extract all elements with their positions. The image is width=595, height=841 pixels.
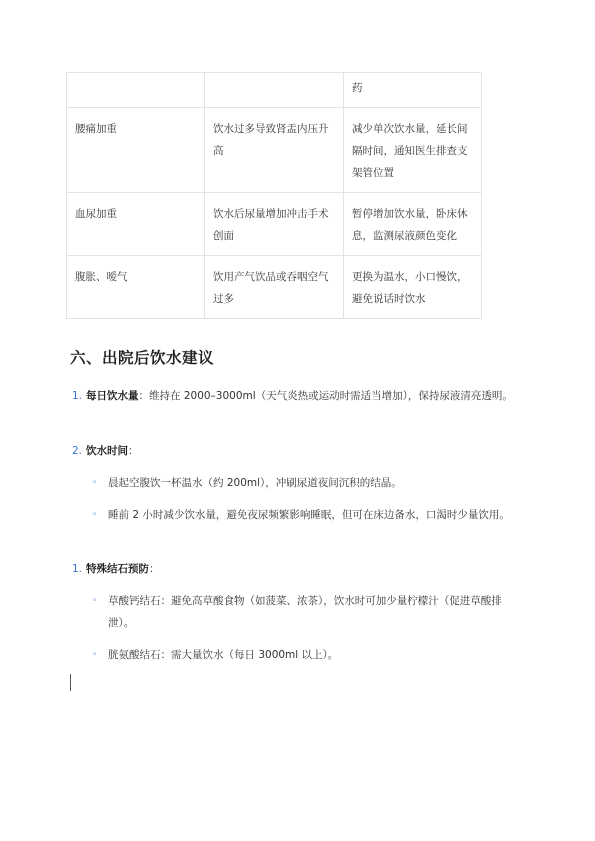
table-cell: 暂停增加饮水量，卧床休息，监测尿液颜色变化: [344, 193, 482, 256]
table-cell: [205, 73, 344, 108]
table-cell: 药: [344, 73, 482, 108]
item-text: ：: [128, 445, 139, 457]
table-cell: 饮水后尿量增加冲击手术创面: [205, 193, 344, 256]
table-row: [67, 193, 482, 256]
sub-list-item: [70, 644, 515, 666]
text-cursor[interactable]: [70, 674, 71, 691]
table-cell: 腹胀、嗳气: [67, 256, 205, 319]
item-label: 特殊结石预防: [86, 563, 149, 575]
symptom-table: [66, 72, 482, 319]
item-text: ：维持在 2000–3000ml（天气炎热或运动时需适当增加），保持尿液清亮透明。: [138, 390, 513, 402]
sub-item-text: 睡前 2 小时减少饮水量，避免夜尿频繁影响睡眠，但可在床边备水，口渴时少量饮用。: [108, 509, 510, 521]
list-number: 1.: [72, 390, 83, 402]
sub-list-item: [70, 504, 515, 526]
table-row: [67, 108, 482, 193]
table-row: [67, 256, 482, 319]
table-cell: [67, 73, 205, 108]
table-cell: 饮用产气饮品或吞咽空气过多: [205, 256, 344, 319]
bullet-icon: ◦: [92, 510, 98, 520]
advice-list-1: [70, 385, 515, 407]
sub-item-text: 胱氨酸结石：需大量饮水（每日 3000ml 以上）。: [108, 649, 339, 661]
list-number: 1.: [72, 563, 83, 575]
sub-item-text: 草酸钙结石：避免高草酸食物（如菠菜、浓茶），饮水时可加少量柠檬汁（促进草酸排泄）。: [108, 595, 502, 629]
list-item: [70, 558, 515, 580]
table-row: [67, 73, 482, 108]
item-label: 饮水时间: [86, 445, 128, 457]
list-number: 2.: [72, 445, 83, 457]
table-cell: 饮水过多导致肾盂内压升高: [205, 108, 344, 193]
item-text: ：: [149, 563, 160, 575]
table-cell: 腰痛加重: [67, 108, 205, 193]
section-heading: 六、出院后饮水建议: [70, 349, 215, 367]
bullet-icon: ◦: [92, 596, 98, 606]
bullet-icon: ◦: [92, 650, 98, 660]
table-cell: 减少单次饮水量，延长间隔时间，通知医生排查支架管位置: [344, 108, 482, 193]
item-label: 每日饮水量: [86, 390, 139, 402]
list-item: [70, 440, 515, 462]
table-cell: 血尿加重: [67, 193, 205, 256]
sub-item-text: 晨起空腹饮一杯温水（约 200ml），冲刷尿道夜间沉积的结晶。: [108, 477, 402, 489]
list-item: [70, 385, 515, 407]
table-cell: 更换为温水，小口慢饮，避免说话时饮水: [344, 256, 482, 319]
bullet-icon: ◦: [92, 478, 98, 488]
advice-list-2: [70, 440, 515, 526]
sub-list-item: [70, 472, 515, 494]
sub-list-item: [70, 590, 515, 634]
advice-list-3: [70, 558, 515, 666]
